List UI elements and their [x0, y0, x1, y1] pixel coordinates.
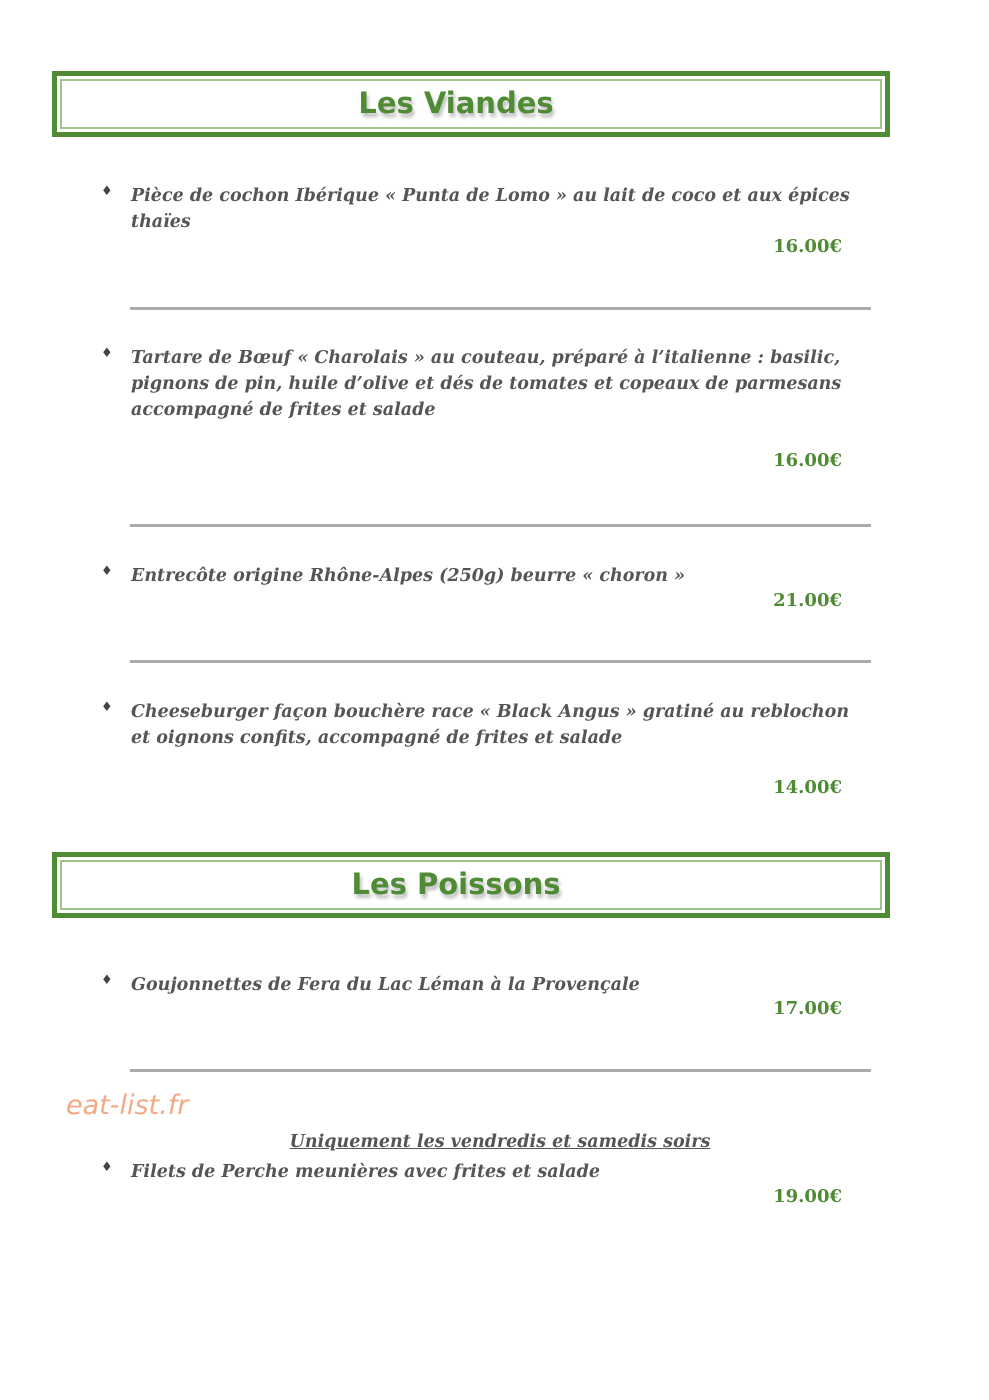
- menu-item-price: 19.00€: [773, 1186, 842, 1207]
- menu-item: [101, 972, 871, 998]
- menu-item-price: 17.00€: [773, 998, 842, 1019]
- watermark: eat-list.fr: [66, 1090, 189, 1121]
- diamond-bullet-icon: ♦: [101, 1160, 113, 1175]
- menu-item-price: 21.00€: [773, 590, 842, 611]
- menu-item-description: Filets de Perche meunières avec frites et salade: [131, 1162, 600, 1182]
- menu-item: [101, 699, 871, 751]
- menu-item-description: Goujonnettes de Fera du Lac Léman à la Provençale: [131, 975, 640, 995]
- diamond-bullet-icon: ♦: [101, 973, 113, 988]
- divider: [130, 660, 871, 663]
- menu-item-price: 16.00€: [773, 236, 842, 257]
- menu-item: [101, 1159, 871, 1185]
- menu-item: [101, 345, 871, 423]
- section-header-poissons: [52, 852, 890, 918]
- diamond-bullet-icon: ♦: [101, 346, 113, 361]
- section-title-poissons: Les Poissons: [351, 867, 561, 901]
- divider: [130, 1069, 871, 1072]
- menu-item-description: Pièce de cochon Ibérique « Punta de Lomo » au lait de coco et aux épices thaïes: [131, 186, 850, 232]
- menu-item-price: 14.00€: [773, 777, 842, 798]
- section-title-viandes: Les Viandes: [358, 86, 554, 120]
- menu-item: [101, 183, 871, 235]
- diamond-bullet-icon: ♦: [101, 700, 113, 715]
- divider: [130, 307, 871, 310]
- section-header-viandes: [52, 71, 890, 137]
- menu-item-description: Entrecôte origine Rhône-Alpes (250g) beurre « choron »: [131, 566, 686, 586]
- menu-item: [101, 563, 871, 589]
- availability-note: Uniquement les vendredis et samedis soirs: [289, 1132, 711, 1152]
- menu-item-description: Cheeseburger façon bouchère race « Black Angus » gratiné au reblochon et oignons confits, accompagné de frites et salade: [131, 702, 850, 748]
- diamond-bullet-icon: ♦: [101, 564, 113, 579]
- menu-item-price: 16.00€: [773, 450, 842, 471]
- menu-item-description: Tartare de Bœuf « Charolais » au couteau, préparé à l’italienne : basilic, pignons de pin, huile d’olive et dés de tomates et copeaux de parmesans accompagné de frites et salade: [131, 348, 842, 420]
- diamond-bullet-icon: ♦: [101, 184, 113, 199]
- divider: [130, 524, 871, 527]
